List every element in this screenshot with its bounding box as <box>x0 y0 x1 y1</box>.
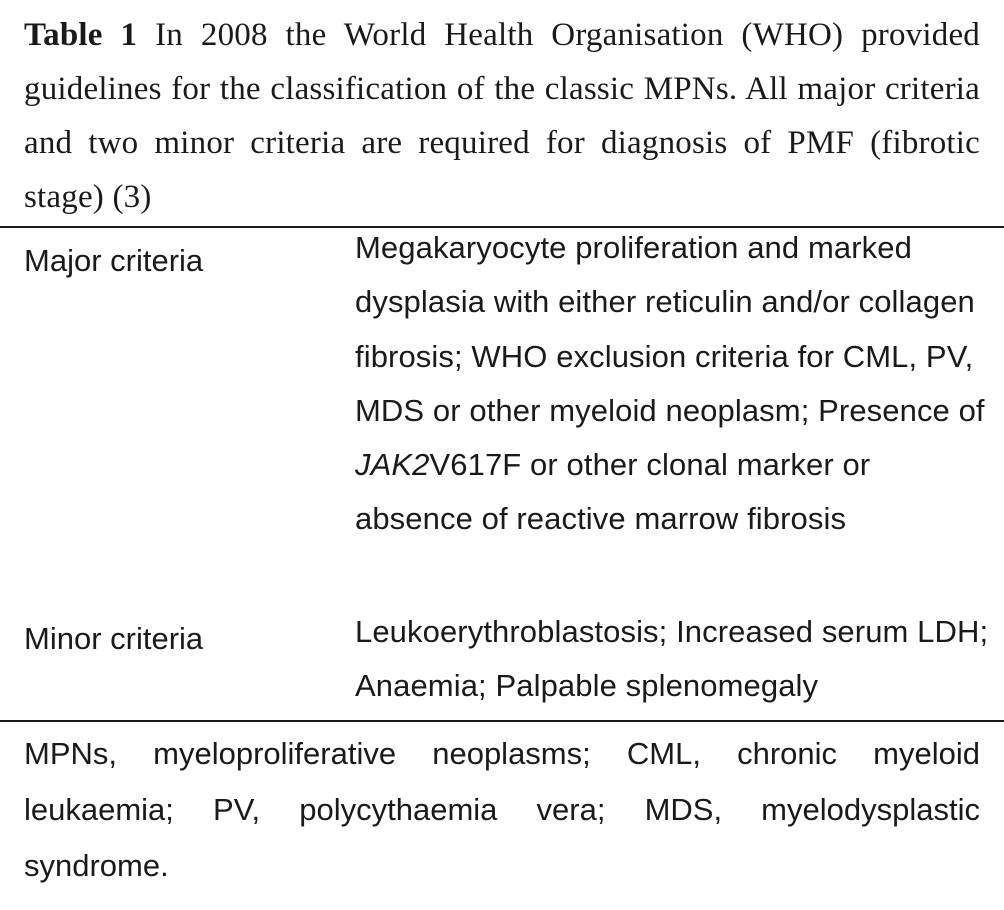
table-bottom-rule <box>0 720 1004 722</box>
row-label-major: Major criteria <box>24 243 204 278</box>
row-value-minor: Leukoerythroblastosis; Increased serum LDH; Anaemia; Palpable splenomegaly <box>355 614 989 704</box>
table-footnote: MPNs, myeloproliferative neoplasms; CML, chronic myeloid leukaemia; PV, polycythaemia vera; MDS, myelodysplastic syndrome. <box>24 736 980 883</box>
criteria-table <box>0 228 1004 704</box>
table-label: Table 1 <box>24 17 138 53</box>
gene-name-italic: JAK2 <box>355 447 430 483</box>
table-caption <box>24 8 980 224</box>
major-text-part2: V617F or other clonal marker or absence of reactive marrow fibrosis <box>355 447 871 537</box>
row-label-minor: Minor criteria <box>24 621 204 656</box>
major-text-part1: Megakaryocyte proliferation and marked dysplasia with either reticulin and/or collagen fibrosis; WHO exclusion criteria for CML, PV, MDS or other myeloid neoplasm; Presence of <box>355 230 985 428</box>
caption-text: In 2008 the World Health Organisation (WHO) provided guidelines for the classification of the classic MPNs. All major criteria and two minor criteria are required for diagnosis of PMF (fibrotic stage) (3) <box>24 17 980 215</box>
